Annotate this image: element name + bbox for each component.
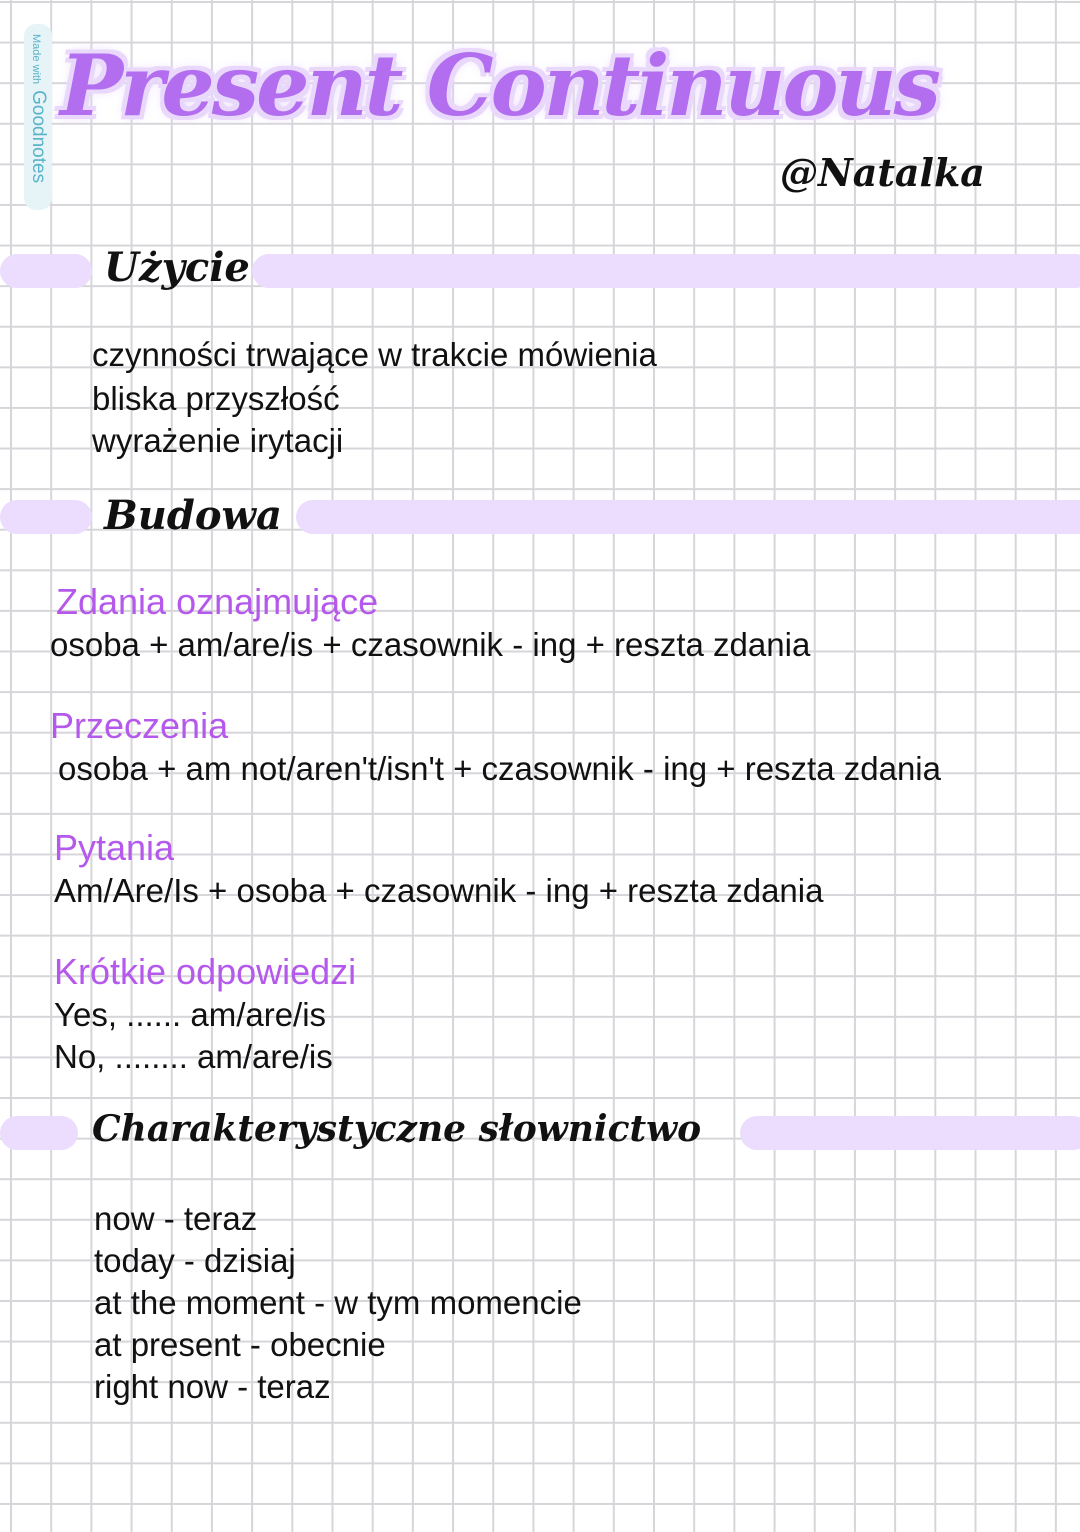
usage-line: bliska przyszłość: [92, 380, 340, 417]
section-band-right: [740, 1116, 1080, 1150]
structure-label: Pytania: [54, 827, 175, 868]
section-band-left: [0, 500, 92, 534]
usage-line: wyrażenie irytacji: [92, 422, 344, 459]
vocab-line: at the moment - w tym momencie: [94, 1284, 582, 1321]
structure-label: Krótkie odpowiedzi: [54, 951, 357, 992]
vocab-line: right now - teraz: [94, 1368, 331, 1405]
watermark-brand: Goodnotes: [28, 90, 49, 184]
section-band-left: [0, 254, 92, 288]
structure-formula: osoba + am/are/is + czasownik - ing + reszta zdania: [50, 626, 811, 663]
structure-label: Przeczenia: [50, 705, 229, 746]
section-heading-uzycie: Użycie: [104, 244, 250, 291]
usage-line: czynności trwające w trakcie mówienia: [92, 336, 657, 373]
author: @Natalka: [780, 150, 985, 195]
vocab-line: at present - obecnie: [94, 1326, 386, 1363]
vocab-line: now - teraz: [94, 1200, 258, 1237]
structure-formula: osoba + am not/aren't/isn't + czasownik - ing + reszta zdania: [58, 750, 941, 787]
vocab-line: today - dzisiaj: [94, 1242, 296, 1279]
section-heading-slownictwo: Charakterystyczne słownictwo: [92, 1108, 702, 1150]
structure-label: Zdania oznajmujące: [56, 581, 379, 622]
structure-formula: Yes, ...... am/are/is: [54, 996, 327, 1033]
structure-formula: No, ........ am/are/is: [54, 1038, 333, 1075]
section-band-right: [252, 254, 1080, 288]
watermark-prefix: Made with: [30, 34, 42, 85]
section-band-right: [296, 500, 1080, 534]
page-title: Present Continuous: [60, 36, 938, 135]
section-band-left: [0, 1116, 78, 1150]
goodnotes-watermark: [24, 24, 52, 210]
structure-formula: Am/Are/Is + osoba + czasownik - ing + reszta zdania: [54, 872, 824, 909]
section-heading-budowa: Budowa: [104, 492, 282, 539]
